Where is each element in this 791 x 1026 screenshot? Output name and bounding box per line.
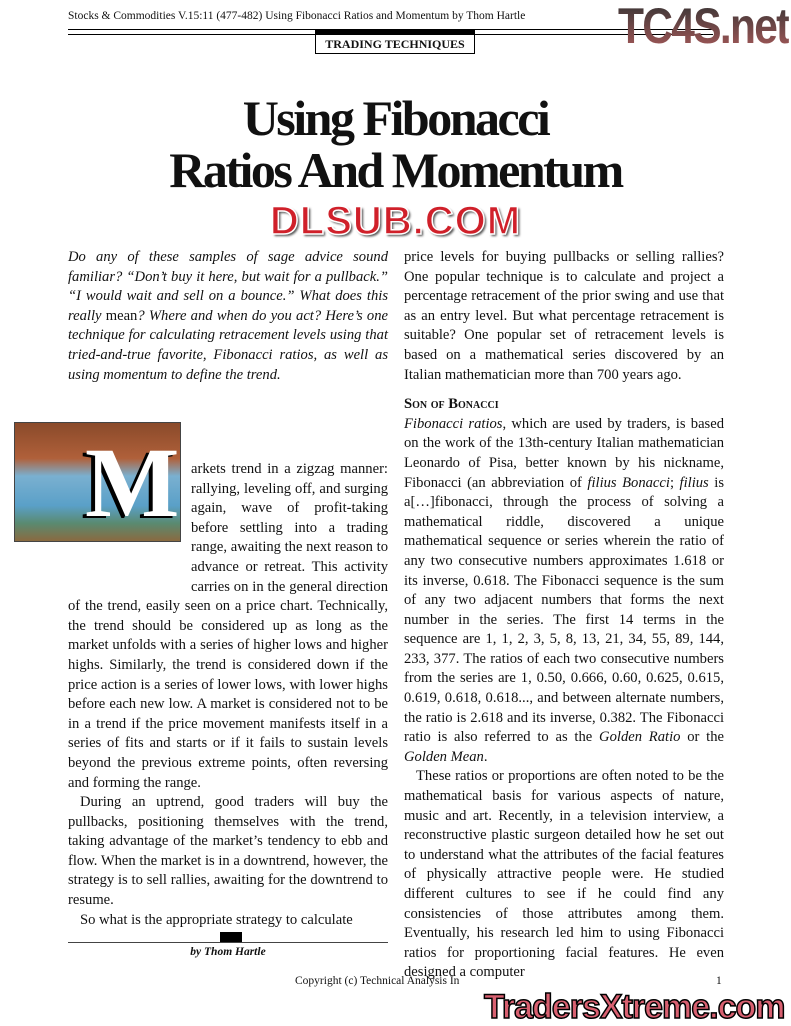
running-head: Stocks & Commodities V.15:11 (477-482) Using Fibonacci Ratios and Momentum by Thom Hartle <box>68 10 526 22</box>
watermark-logo: TC4S.net <box>618 0 789 54</box>
left-column <box>68 460 388 930</box>
paragraph: Fibonacci ratios, which are used by traders, is based on the work of the 13th-century Italian mathematician Leonardo of Pisa, better known by his nickname, Fibonacci (an abbreviation of filius Bonacci; filius is a[…]fibonacci, through the process of solving a mathematical riddle, discovered a unique mathematical sequence or series wherein the ratio of any two consecutive numbers approximates 1.618 or its inverse, 0.618. The Fibonacci sequence is the sum of any two adjacent numbers that forms the next number in the series. The first 14 terms in the sequence are 1, 1, 2, 3, 5, 8, 13, 21, 34, 55, 89, 144, 233, 377. The ratios of each two consecutive numbers from the series are 1, 0.50, 0.666, 0.60, 0.625, 0.615, 0.619, 0.618, 0.618..., and between alternate numbers, the ratio is 2.618 and its inverse, 0.382. The Fibonacci ratio is also referred to as the Golden Ratio or the Golden Mean. <box>404 415 725 765</box>
byline: by Thom Hartle <box>190 946 266 958</box>
watermark-middle: DLSUB.COM <box>269 199 522 243</box>
paragraph: price levels for buying pullbacks or selling rallies? One popular technique is to calculate and project a percentage retracement of the prior swing and use that as an entry level. But what percentage retracement is suitable? One popular set of retracement levels is based on a mathematical series discovered by an Italian mathematician more than 700 years ago. <box>404 249 724 383</box>
deck-text: ? Where and when do you act? Here’s one technique for calculating retracement levels using that tried-and-true favorite, Fibonacci ratios, as well as using momentum to define the trend. <box>68 307 388 383</box>
watermark-bottom: TradersXtreme.com <box>484 988 785 1026</box>
paragraph: These ratios or proportions are often noted to be the mathematical basis for various aspects of nature, music and art. Recently, in a television interview, a reconstructive plastic surgeon detailed how he set out to understand what the attributes of the facial features of physically attractive people were. He studied different cultures to see if he could find any consistencies of those attributes among them. Eventually, his research led him to using Fibonacci ratios for proportioning facial features. He even designed a computer <box>404 768 724 981</box>
byline-bar <box>220 932 242 942</box>
dropcap-letter: M <box>85 427 180 538</box>
section-label: TRADING TECHNIQUES <box>315 35 475 54</box>
paragraph: arkets trend in a zigzag manner: rallying, leveling off, and surging again, wave of profit-taking before settling into a trading range, awaiting the next reason to advance or retreat. This activity carries on in the general direction of the trend, easily seen on a price chart. Technically, the trend should be considered up as long as the market unfolds with a series of higher lows and higher highs. Similarly, the trend is considered down if the price action is a series of lower lows, with lower highs before each new low. A market is considered not to be in a trend if the price movement manifests itself in a series of fits and starts or if it fails to sustain levels beyond the previous extreme points, often reversing and forming the range. <box>68 461 388 791</box>
paragraph: So what is the appropriate strategy to calculate <box>80 911 353 928</box>
deck-text: mean <box>105 307 138 324</box>
article-title <box>0 92 791 196</box>
title-line: Using Fibonacci <box>242 90 549 146</box>
right-column <box>404 248 724 983</box>
page-number: 1 <box>716 975 722 987</box>
byline-rule <box>68 942 388 943</box>
article-deck <box>68 248 388 385</box>
subheading: Son of Bonacci <box>404 396 499 413</box>
copyright: Copyright (c) Technical Analysis In <box>295 975 460 987</box>
title-line: Ratios And Momentum <box>169 142 622 198</box>
paragraph: During an uptrend, good traders will buy the pullbacks, positioning themselves with the trend, taking advantage of the market’s tendency to ebb and flow. When the market is in a downtrend, however, the strategy is to sell rallies, awaiting for the downtrend to resume. <box>68 794 388 909</box>
deck-text: Do any of these samples of sage advice sound familiar? “Don’t buy it here, but wait for a pullback.” “I would wait and sell on a bounce.” What does this really <box>68 249 388 324</box>
